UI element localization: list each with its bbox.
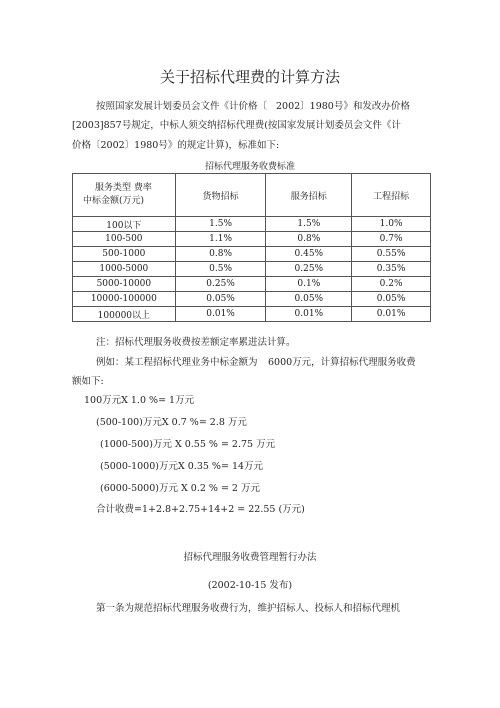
fee-table <box>72 173 431 322</box>
goods-rate-cell: 0.05% <box>175 292 266 307</box>
header-goods: 货物招标 <box>175 174 266 217</box>
intro-line-2: [2003]857号规定，中标人须交纳招标代理费(按国家发展计划委员会文件《计 <box>72 120 401 131</box>
range-cell: 100-500 <box>73 232 176 247</box>
header-amount: 中标金额(万元) <box>83 196 145 206</box>
goods-rate-cell: 0.25% <box>175 277 266 292</box>
page-title: 关于招标代理费的计算方法 <box>159 68 340 86</box>
example-line-1a: 例如：某工程招标代理业务中标金额为 <box>96 357 258 368</box>
range-cell: 100以下 <box>73 217 176 232</box>
range-cell: 5000-10000 <box>73 277 176 292</box>
goods-rate-cell: 0.5% <box>175 262 266 277</box>
table-row <box>73 307 431 322</box>
goods-rate-cell: 0.8% <box>175 247 266 262</box>
range-cell: 100000以上 <box>73 307 176 322</box>
intro-line-1a: 按照国家发展计划委员会文件《计价格〔 <box>96 101 268 112</box>
calculation-line: (500-100)万元X 0.7 %= 2.8 万元 <box>96 417 247 428</box>
service-rate-cell: 0.05% <box>266 292 352 307</box>
table-row <box>73 262 431 277</box>
goods-rate-cell: 1.1% <box>175 232 266 247</box>
calculation-line: (6000-5000)万元 X 0.2 % = 2 万元 <box>100 483 260 494</box>
table-row <box>73 277 431 292</box>
engineering-rate-cell: 0.2% <box>352 277 431 292</box>
example-line-2: 额如下: <box>72 376 104 387</box>
table-row <box>73 292 431 307</box>
service-rate-cell: 1.5% <box>266 217 352 232</box>
service-rate-cell: 0.1% <box>266 277 352 292</box>
engineering-rate-cell: 0.7% <box>352 232 431 247</box>
section-date: (2002-10-15 发布) <box>207 580 293 591</box>
calculation-line: (5000-1000)万元X 0.35 %= 14万元 <box>100 461 264 472</box>
service-rate-cell: 0.8% <box>266 232 352 247</box>
header-type-rate: 服务类型 费率 <box>95 183 152 193</box>
range-cell: 10000-100000 <box>73 292 176 307</box>
table-row <box>73 247 431 262</box>
total-fee: 合计收费=1+2.8+2.75+14+2 = 22.55 (万元) <box>96 504 305 515</box>
header-engineering: 工程招标 <box>352 174 431 217</box>
table-row <box>73 217 431 232</box>
range-cell: 1000-5000 <box>73 262 176 277</box>
engineering-rate-cell: 0.55% <box>352 247 431 262</box>
service-rate-cell: 0.25% <box>266 262 352 277</box>
intro-line-3: 价格〔2002〕1980号》的规定计算)，标准如下: <box>72 140 280 151</box>
article-1: 第一条为规范招标代理服务收费行为，维护招标人、投标人和招标代理机 <box>96 603 401 614</box>
section-title: 招标代理服务收费管理暂行办法 <box>183 552 317 563</box>
range-cell: 500-1000 <box>73 247 176 262</box>
table-row <box>73 232 431 247</box>
engineering-rate-cell: 0.35% <box>352 262 431 277</box>
header-diagonal-cell <box>73 174 176 217</box>
goods-rate-cell: 1.5% <box>175 217 266 232</box>
service-rate-cell: 0.01% <box>266 307 352 322</box>
table-header-row <box>73 174 431 217</box>
engineering-rate-cell: 0.01% <box>352 307 431 322</box>
calculation-line: 100万元X 1.0 %= 1万元 <box>84 395 195 406</box>
service-rate-cell: 0.45% <box>266 247 352 262</box>
header-service: 服务招标 <box>266 174 352 217</box>
intro-line-1b: 2002〕1980号》和发改办价格 <box>276 101 410 112</box>
calculation-line: (1000-500)万元 X 0.55 % = 2.75 万元 <box>100 439 276 450</box>
engineering-rate-cell: 1.0% <box>352 217 431 232</box>
engineering-rate-cell: 0.05% <box>352 292 431 307</box>
note: 注：招标代理服务收费按差额定率累进法计算。 <box>96 337 296 348</box>
table-caption: 招标代理服务收费标准 <box>204 162 295 172</box>
example-line-1b: 6000万元，计算招标代理服务收费 <box>268 357 416 368</box>
goods-rate-cell: 0.01% <box>175 307 266 322</box>
